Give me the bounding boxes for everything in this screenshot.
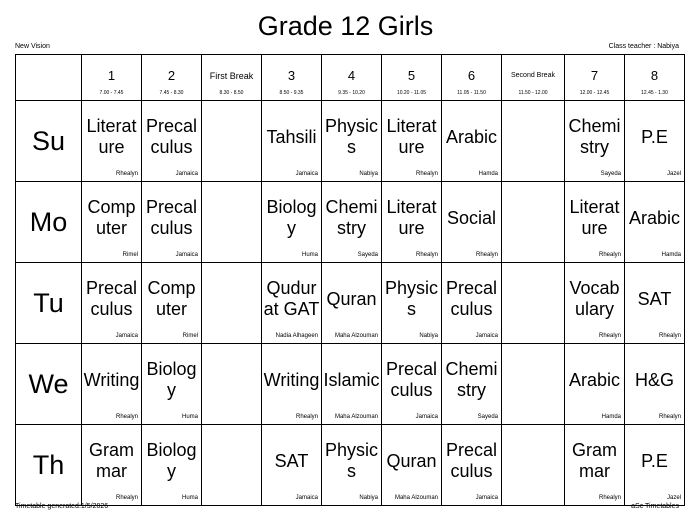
lesson-teacher: Jamaica [415, 414, 438, 420]
break-cell [202, 263, 262, 344]
lesson-subject: Islamic [323, 369, 380, 390]
lesson-subject: Precalculus [145, 197, 198, 238]
timetable-title: Grade 12 Girls [257, 11, 434, 41]
lesson-cell [382, 101, 442, 182]
lesson-teacher: Nabiya [359, 495, 378, 501]
lesson-cell [565, 425, 625, 506]
lesson-subject: Arabic [568, 369, 621, 390]
day-row [16, 425, 685, 506]
lesson-subject: Quran [326, 288, 377, 309]
lesson-teacher: Hamda [601, 414, 621, 420]
lesson-cell [82, 101, 142, 182]
lesson-subject: Arabic [445, 126, 498, 147]
lesson-subject: Biology [146, 440, 197, 481]
lesson-subject: Physics [324, 440, 378, 481]
day-cell [16, 101, 82, 182]
period-number: 8 [650, 68, 659, 83]
lesson-subject: Writing [263, 369, 320, 390]
lesson-subject: Precalculus [445, 440, 498, 481]
lesson-teacher: Rhealyn [415, 252, 438, 258]
generated-date: Timetable generated:1/5/2026 [15, 503, 109, 510]
lesson-teacher: Rhealyn [598, 333, 621, 339]
lesson-teacher: Rhealyn [295, 414, 318, 420]
break-cell [502, 101, 565, 182]
lesson-cell [382, 425, 442, 506]
lesson-teacher: Sayeda [477, 414, 498, 420]
lesson-teacher: Huma [181, 495, 198, 501]
break-cell [202, 182, 262, 263]
period-number: 3 [287, 68, 296, 83]
lesson-subject: P.E [641, 450, 668, 471]
period-time: 8.30 - 8.50 [219, 90, 244, 96]
lesson-subject: Arabic [628, 207, 681, 228]
day-cell [16, 344, 82, 425]
lesson-cell [82, 344, 142, 425]
timetable-grid [15, 54, 685, 506]
lesson-subject: Biology [146, 359, 197, 400]
lesson-teacher: Jamaica [295, 171, 318, 177]
period-number: 2 [167, 68, 176, 83]
period-number: 1 [107, 68, 116, 83]
day-name: We [28, 368, 69, 399]
break-cell [502, 344, 565, 425]
day-name: Th [32, 449, 65, 480]
lesson-teacher: Hamda [478, 171, 498, 177]
lesson-subject: Chemistry [445, 359, 498, 400]
lesson-teacher: Maha Alzouman [334, 414, 378, 420]
period-header [322, 55, 382, 101]
lesson-teacher: Rhealyn [658, 333, 681, 339]
day-name: Tu [33, 287, 64, 318]
break-header [502, 55, 565, 101]
lesson-subject: Literature [86, 116, 137, 157]
lesson-cell [625, 344, 685, 425]
period-time: 7.45 - 8.30 [159, 90, 184, 96]
lesson-cell [442, 101, 502, 182]
lesson-subject: Literature [386, 197, 437, 238]
lesson-teacher: Jamaica [295, 495, 318, 501]
lesson-subject: H&G [634, 369, 674, 390]
lesson-teacher: Sayeda [600, 171, 621, 177]
break-cell [502, 263, 565, 344]
lesson-cell [565, 344, 625, 425]
lesson-teacher: Rhealyn [415, 171, 438, 177]
lesson-teacher: Rhealyn [598, 495, 621, 501]
lesson-subject: Precalculus [385, 359, 438, 400]
lesson-cell [142, 344, 202, 425]
lesson-cell [322, 425, 382, 506]
lesson-teacher: Maha Alzouman [334, 333, 378, 339]
lesson-subject: Computer [87, 197, 136, 238]
lesson-subject: SAT [637, 288, 672, 309]
period-header [625, 55, 685, 101]
period-header [382, 55, 442, 101]
day-name: Su [31, 125, 66, 156]
lesson-subject: Precalculus [445, 278, 498, 319]
lesson-teacher: Rimel [122, 252, 138, 258]
lesson-cell [262, 182, 322, 263]
generator-credit: aSc Timetables [631, 503, 679, 510]
day-name: Mo [29, 206, 68, 237]
lesson-cell [142, 425, 202, 506]
break-cell [202, 101, 262, 182]
lesson-cell [382, 344, 442, 425]
period-header [565, 55, 625, 101]
lesson-teacher: Jamaica [175, 171, 198, 177]
lesson-cell [625, 263, 685, 344]
lesson-teacher: Rhealyn [475, 252, 498, 258]
lesson-cell [322, 344, 382, 425]
lesson-cell [625, 101, 685, 182]
break-cell [502, 182, 565, 263]
lesson-subject: P.E [641, 126, 668, 147]
break-name: Second Break [511, 72, 555, 79]
lesson-cell [142, 263, 202, 344]
class-teacher: Class teacher : Nabiya [608, 43, 679, 50]
period-time: 11.05 - 11.50 [457, 90, 486, 96]
lesson-teacher: Nabiya [419, 333, 438, 339]
period-time: 12.00 - 12.45 [579, 90, 610, 96]
lesson-cell [625, 182, 685, 263]
period-number: 7 [590, 68, 599, 83]
lesson-subject: Vocabulary [569, 278, 620, 319]
lesson-cell [442, 182, 502, 263]
lesson-subject: Literature [569, 197, 620, 238]
period-time: 8.50 - 9.35 [279, 90, 304, 96]
lesson-subject: Quran [386, 450, 437, 471]
lesson-teacher: Rhealyn [115, 495, 138, 501]
lesson-cell [322, 182, 382, 263]
lesson-subject: SAT [274, 450, 309, 471]
lesson-teacher: Nadia Alhageen [275, 333, 318, 339]
break-cell [502, 425, 565, 506]
lesson-subject: Physics [384, 278, 438, 319]
period-header [82, 55, 142, 101]
lesson-subject: Social [446, 207, 497, 228]
school-name: New Vision [15, 43, 50, 50]
lesson-teacher: Jamaica [475, 495, 498, 501]
lesson-subject: Grammar [572, 440, 617, 481]
lesson-teacher: Huma [181, 414, 198, 420]
lesson-teacher: Rhealyn [658, 414, 681, 420]
lesson-teacher: Rhealyn [598, 252, 621, 258]
lesson-cell [322, 101, 382, 182]
break-header [202, 55, 262, 101]
lesson-subject: Tahsili [266, 126, 317, 147]
break-name: First Break [209, 71, 254, 81]
lesson-cell [382, 263, 442, 344]
lesson-cell [322, 263, 382, 344]
period-time: 7.00 - 7.45 [99, 90, 124, 96]
lesson-cell [442, 425, 502, 506]
period-time: 11.50 - 12.00 [518, 90, 548, 96]
lesson-teacher: Jazel [666, 495, 681, 501]
lesson-subject: Writing [83, 369, 140, 390]
lesson-cell [82, 182, 142, 263]
lesson-subject: Grammar [89, 440, 134, 481]
lesson-teacher: Hamda [661, 252, 681, 258]
day-cell [16, 182, 82, 263]
lesson-subject: Physics [324, 116, 378, 157]
period-header [142, 55, 202, 101]
period-header-row [16, 55, 685, 101]
day-cell [16, 425, 82, 506]
lesson-cell [142, 101, 202, 182]
lesson-cell [382, 182, 442, 263]
period-number: 6 [467, 68, 476, 83]
lesson-cell [262, 344, 322, 425]
day-row [16, 263, 685, 344]
lesson-cell [82, 425, 142, 506]
lesson-teacher: Rimel [182, 333, 198, 339]
break-cell [202, 425, 262, 506]
lesson-subject: Biology [266, 197, 317, 238]
lesson-cell [565, 263, 625, 344]
period-header [442, 55, 502, 101]
period-header [262, 55, 322, 101]
lesson-cell [625, 425, 685, 506]
break-cell [202, 344, 262, 425]
lesson-cell [142, 182, 202, 263]
lesson-cell [262, 101, 322, 182]
lesson-cell [262, 263, 322, 344]
day-row [16, 344, 685, 425]
period-time: 9.35 - 10.20 [338, 90, 365, 96]
lesson-teacher: Sayeda [357, 252, 378, 258]
day-row [16, 101, 685, 182]
lesson-subject: Qudurat GAT [263, 278, 320, 319]
lesson-subject: Literature [386, 116, 437, 157]
period-number: 4 [347, 68, 356, 83]
lesson-subject: Precalculus [85, 278, 138, 319]
lesson-teacher: Nabiya [359, 171, 378, 177]
lesson-subject: Chemistry [568, 116, 621, 157]
lesson-teacher: Jamaica [115, 333, 138, 339]
period-number: 5 [407, 68, 416, 83]
corner-cell [16, 55, 82, 101]
lesson-teacher: Rhealyn [115, 171, 138, 177]
lesson-cell [442, 263, 502, 344]
period-time: 12.45 - 1.30 [641, 90, 668, 96]
day-cell [16, 263, 82, 344]
lesson-cell [442, 344, 502, 425]
lesson-cell [565, 182, 625, 263]
lesson-subject: Precalculus [145, 116, 198, 157]
lesson-teacher: Huma [301, 252, 318, 258]
lesson-teacher: Jamaica [475, 333, 498, 339]
lesson-teacher: Rhealyn [115, 414, 138, 420]
lesson-subject: Chemistry [325, 197, 378, 238]
lesson-cell [262, 425, 322, 506]
lesson-teacher: Maha Alzouman [394, 495, 438, 501]
lesson-subject: Computer [147, 278, 196, 319]
lesson-teacher: Jamaica [175, 252, 198, 258]
day-row [16, 182, 685, 263]
lesson-teacher: Jazel [666, 171, 681, 177]
period-time: 10.20 - 11.05 [396, 90, 427, 96]
lesson-cell [82, 263, 142, 344]
lesson-cell [565, 101, 625, 182]
